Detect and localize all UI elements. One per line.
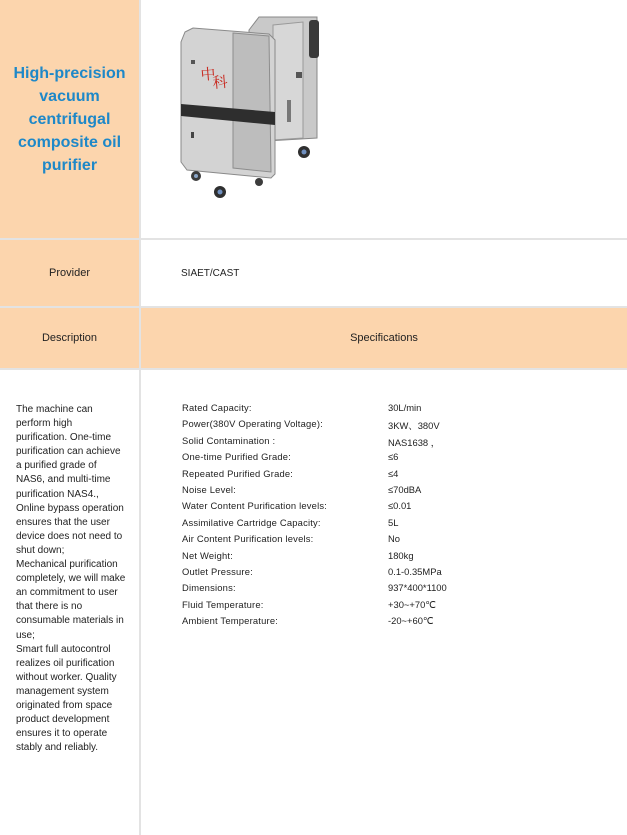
provider-label: Provider (49, 267, 90, 279)
spec-name: Water Content Purification levels: (182, 500, 328, 512)
specifications-header: Specifications (350, 332, 418, 344)
spec-name: Repeated Purified Grade: (182, 467, 294, 479)
spec-name: Solid Contamination : (182, 434, 276, 446)
spec-name: Dimensions: (182, 582, 236, 594)
provider-value-cell (141, 240, 627, 306)
spec-value: ≤6 (388, 451, 399, 463)
spec-name: Power(380V Operating Voltage): (182, 418, 323, 430)
specifications-cell (141, 370, 627, 835)
spec-value: 5L (388, 516, 399, 528)
title-cell (0, 0, 139, 238)
spec-name: Noise Level: (182, 484, 236, 495)
spec-value: NAS1638 ， (388, 436, 441, 448)
spec-name: One-time Purified Grade: (182, 451, 292, 463)
spec-name: Rated Capacity: (182, 402, 252, 413)
product-title: High-precision vacuum centrifugal composite oil purifier (13, 64, 126, 174)
description-cell (0, 370, 139, 835)
svg-text:科: 科 (211, 72, 229, 92)
specifications-header-cell (141, 308, 627, 368)
description-text: The machine can perform high purification. One-time purification can achieve a purified grade of NAS6, and multi-time purification NAS4., Online bypass operation ensures that the user device does not need to shut down; Mechanical purification completely, we will make an commitment to user that there is no consumable materials in use; Smart full autocontrol realizes oil purification without worker. Quality management system originated from space product development ensures it to operate stably and reliably. (16, 404, 126, 754)
oil-purifier-machine-image (141, 0, 627, 238)
spec-value: ≤0.01 (388, 500, 412, 512)
provider-value: SIAET/CAST (181, 267, 240, 279)
spec-name: Assimilative Cartridge Capacity: (182, 516, 321, 528)
spec-value: ≤4 (388, 467, 399, 479)
spec-value: +30~+70℃ (388, 598, 436, 610)
spec-value: 180kg (388, 549, 414, 561)
svg-text:中: 中 (199, 64, 217, 84)
description-header: Description (41, 332, 98, 344)
spec-value: 3KW、380V (388, 420, 440, 432)
spec-name: Air Content Purification levels: (182, 533, 314, 545)
product-image-cell (141, 0, 627, 238)
spec-value: ≤70dBA (388, 484, 422, 495)
spec-value: 0.1-0.35MPa (388, 566, 442, 577)
spec-value: -20~+60℃ (388, 615, 434, 627)
provider-label-cell (0, 240, 139, 306)
spec-name: Outlet Pressure: (182, 566, 253, 577)
spec-name: Ambient Temperature: (182, 615, 279, 627)
spec-value: No (388, 533, 400, 545)
spec-value: 937*400*1100 (388, 582, 447, 594)
spec-name: Net Weight: (182, 549, 234, 561)
spec-value: 30L/min (388, 402, 422, 413)
spec-name: Fluid Temperature: (182, 598, 264, 610)
description-header-cell (0, 308, 139, 368)
